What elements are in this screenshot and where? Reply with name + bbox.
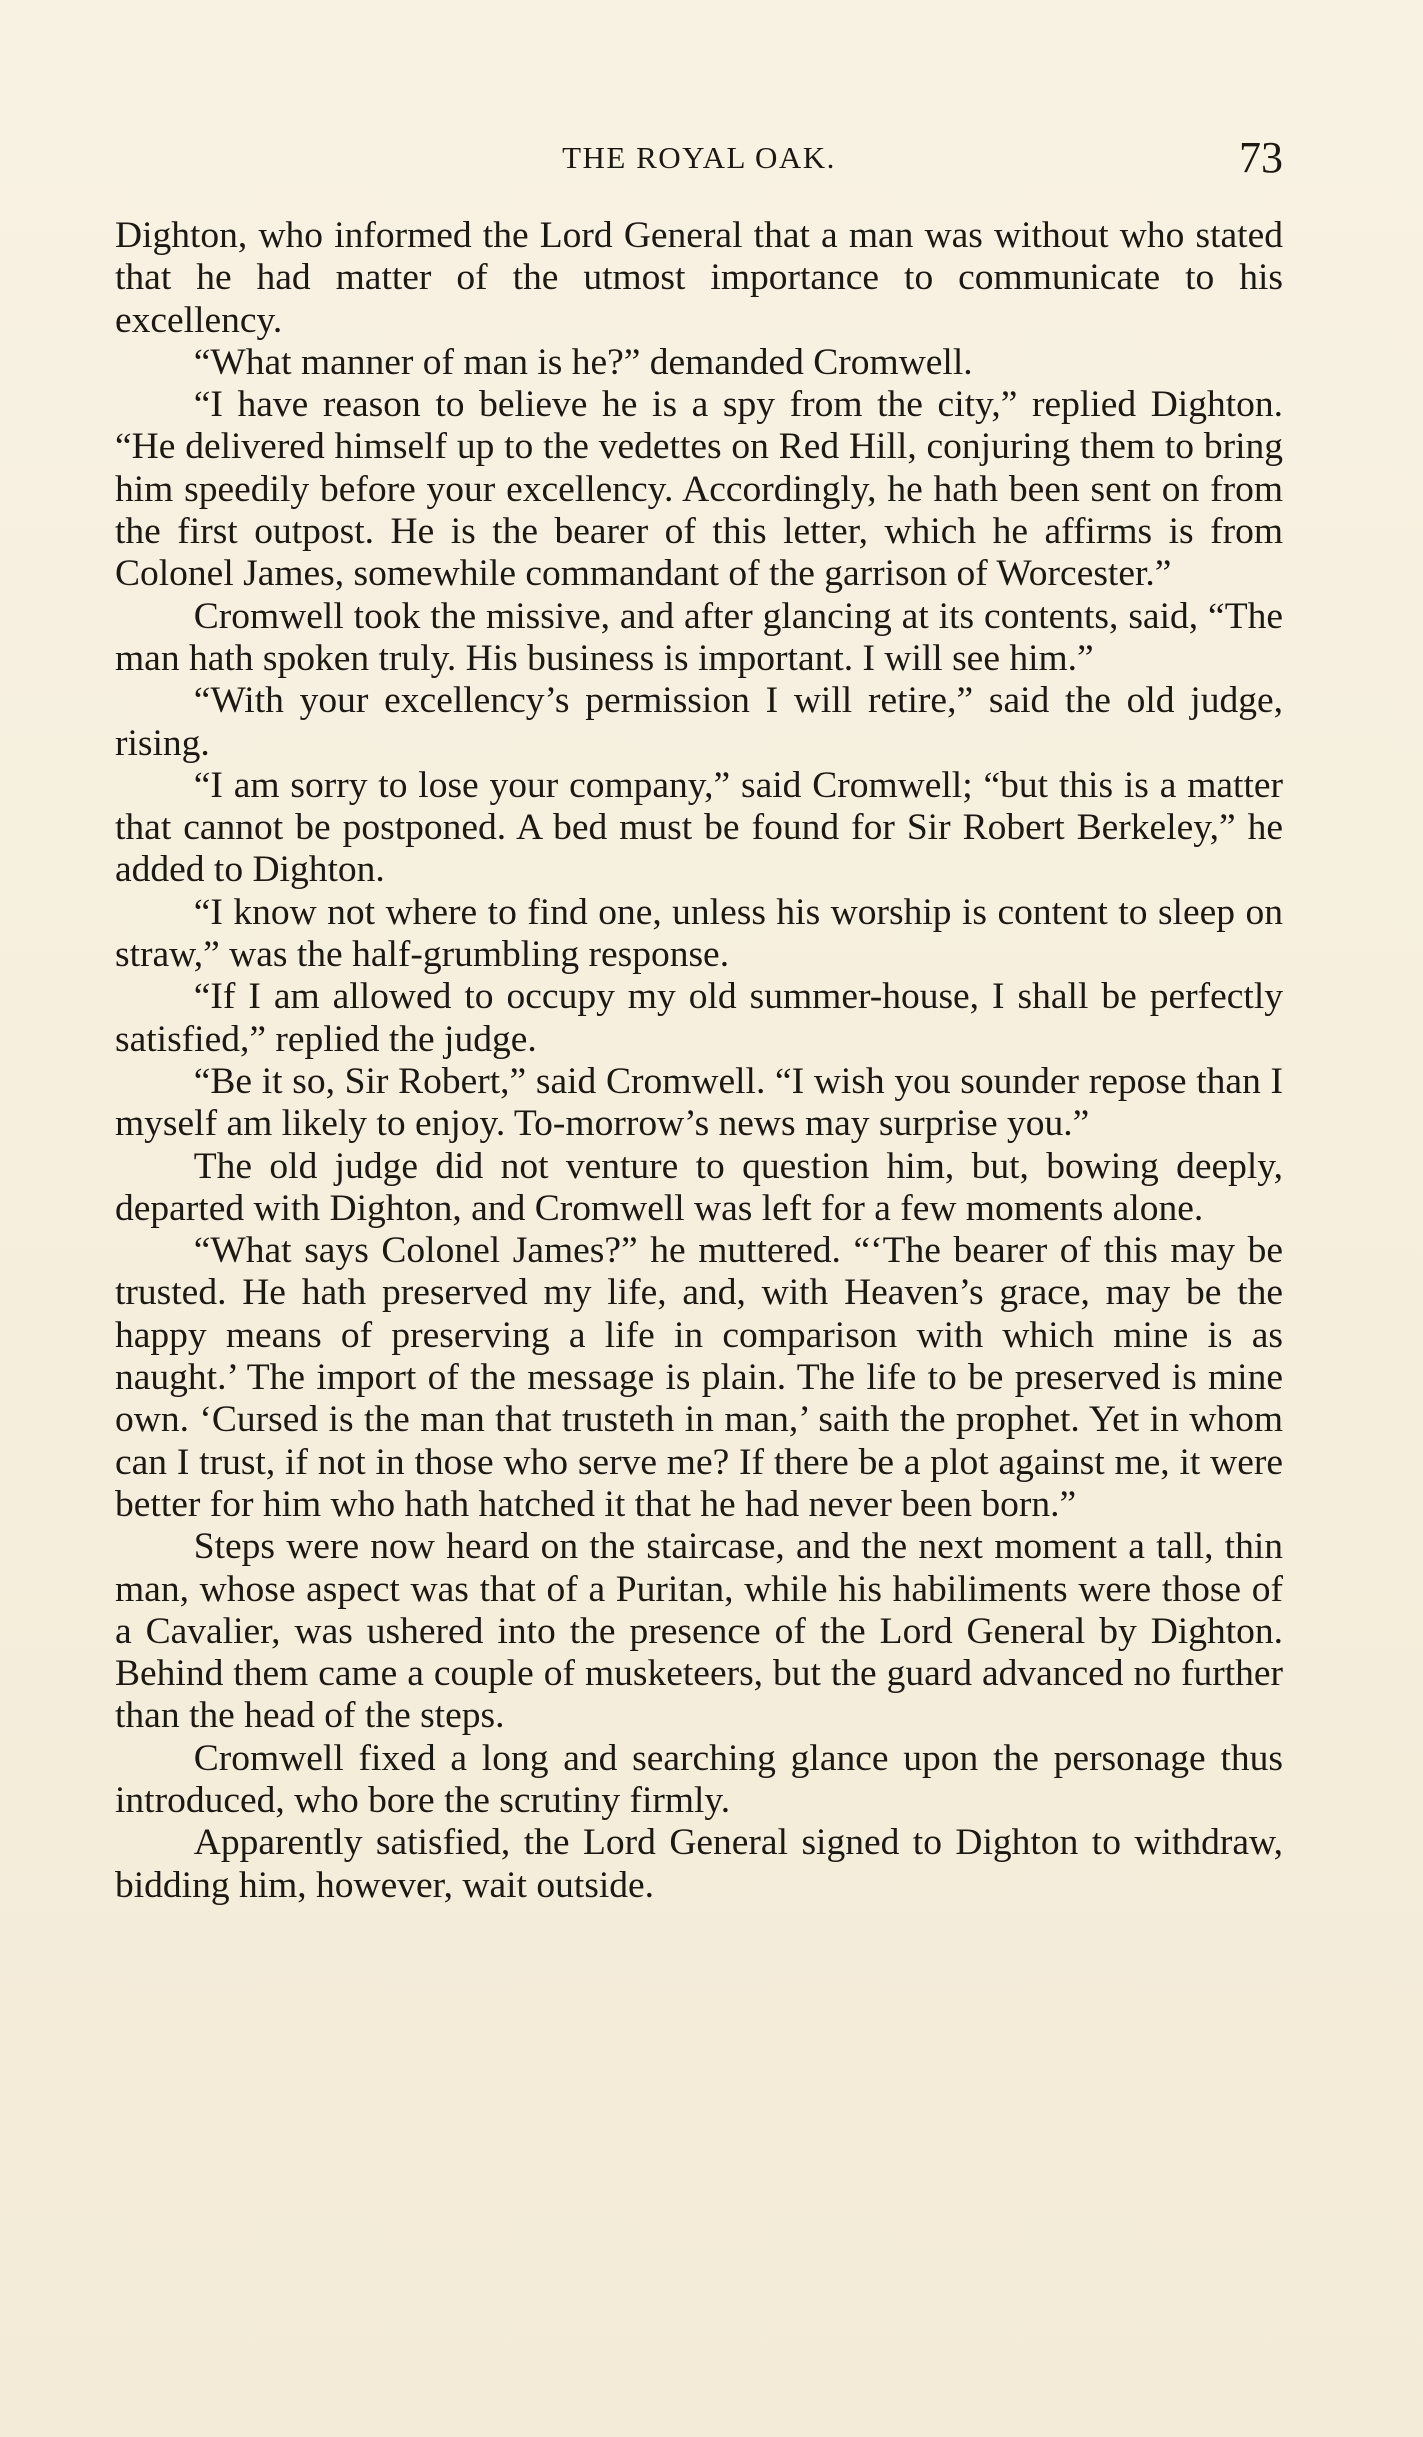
paragraph: Dighton, who informed the Lord General that a man was without who stated that he had matter of the utmost importance to communicate to his excellency. — [115, 215, 1283, 341]
paragraph: The old judge did not venture to question him, but, bowing deeply, departed with Dighton, and Cromwell was left for a few moments alone. — [115, 1145, 1283, 1229]
paragraph: “I know not where to find one, unless his worship is content to sleep on straw,” was the half-grumbling response. — [115, 891, 1283, 976]
page-number: 73 — [1239, 133, 1283, 182]
paragraph: Cromwell took the missive, and after glancing at its contents, said, “The man hath spoken truly. His business is important. I will see him.” — [115, 595, 1283, 679]
body-text — [115, 215, 1283, 1907]
page-header — [115, 132, 1283, 182]
paragraph: “Be it so, Sir Robert,” said Cromwell. “I wish you sounder repose than I myself am likely to enjoy. To-morrow’s news may surprise you.” — [115, 1060, 1283, 1145]
paragraph: “I am sorry to lose your company,” said Cromwell; “but this is a matter that cannot be postponed. A bed must be found for Sir Robert Berkeley,” he added to Dighton. — [115, 764, 1283, 891]
paragraph: “With your excellency’s permission I will retire,” said the old judge, rising. — [115, 680, 1283, 764]
paragraph: “If I am allowed to occupy my old summer-house, I shall be perfectly satisfied,” replied the judge. — [115, 976, 1283, 1060]
running-title: THE ROYAL OAK. — [562, 140, 836, 175]
paragraph: Steps were now heard on the staircase, and the next moment a tall, thin man, whose aspect was that of a Puritan, while his habiliments were those of a Cavalier, was ushered into the presence of the Lord General by Dighton. Behind them came a couple of musketeers, but the guard advanced no further than the head of the steps. — [115, 1526, 1283, 1737]
paragraph: “What says Colonel James?” he muttered. “‘The bearer of this may be trusted. He hath preserved my life, and, with Heaven’s grace, may be the happy means of preserving a life in comparison with which mine is as naught.’ The import of the message is plain. The life to be preserved is mine own. ‘Cursed is the man that trusteth in man,’ saith the prophet. Yet in whom can I trust, if not in those who serve me? If there be a plot against me, it were better for him who hath hatched it that he had never been born.” — [115, 1230, 1283, 1525]
paragraph: Apparently satisfied, the Lord General signed to Dighton to withdraw, bidding him, however, wait outside. — [115, 1822, 1283, 1906]
paragraph: “I have reason to believe he is a spy from the city,” replied Dighton. “He delivered himself up to the vedettes on Red Hill, conjuring them to bring him speedily before your excellency. Accordingly, he hath been sent on from the first outpost. He is the bearer of this letter, which he affirms is from Colonel James, somewhile commandant of the garrison of Worcester.” — [115, 384, 1283, 595]
paragraph: “What manner of man is he?” demanded Cromwell. — [193, 341, 973, 383]
paragraph: Cromwell fixed a long and searching glance upon the personage thus introduced, who bore the scrutiny firmly. — [115, 1737, 1283, 1821]
